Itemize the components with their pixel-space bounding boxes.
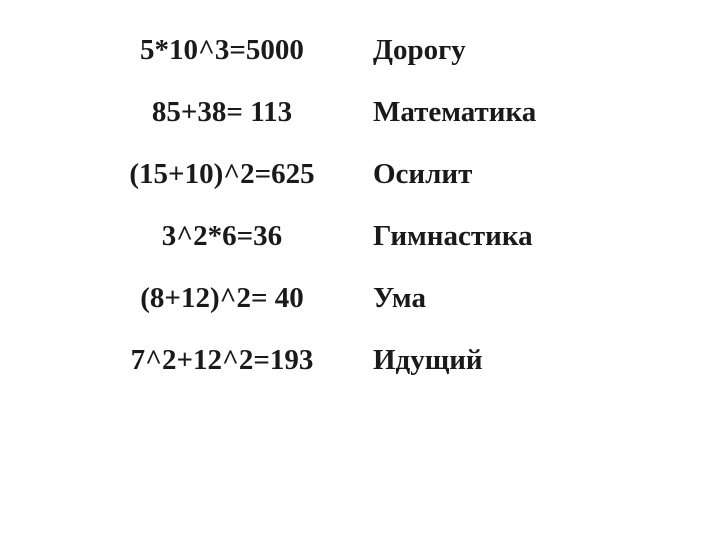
expression-cell: 5*10^3=5000 (140, 34, 304, 66)
word-cell: Гимнастика (373, 220, 533, 252)
table-row (0, 34, 720, 96)
content-table (0, 34, 720, 406)
table-row (0, 158, 720, 220)
expression-cell: (15+10)^2=625 (129, 158, 315, 190)
word-cell: Дорогу (373, 34, 466, 66)
expression-cell: 85+38= 113 (151, 96, 293, 128)
word-cell: Идущий (373, 344, 483, 376)
expression-cell: (8+12)^2= 40 (140, 282, 304, 314)
expression-cell: 3^2*6=36 (161, 220, 283, 252)
word-cell: Ума (373, 282, 426, 314)
word-cell: Осилит (373, 158, 473, 190)
table-row (0, 282, 720, 344)
expression-cell: 7^2+12^2=193 (130, 344, 314, 376)
table-row (0, 220, 720, 282)
table-row (0, 344, 720, 406)
word-cell: Математика (373, 96, 537, 128)
table-row (0, 96, 720, 158)
